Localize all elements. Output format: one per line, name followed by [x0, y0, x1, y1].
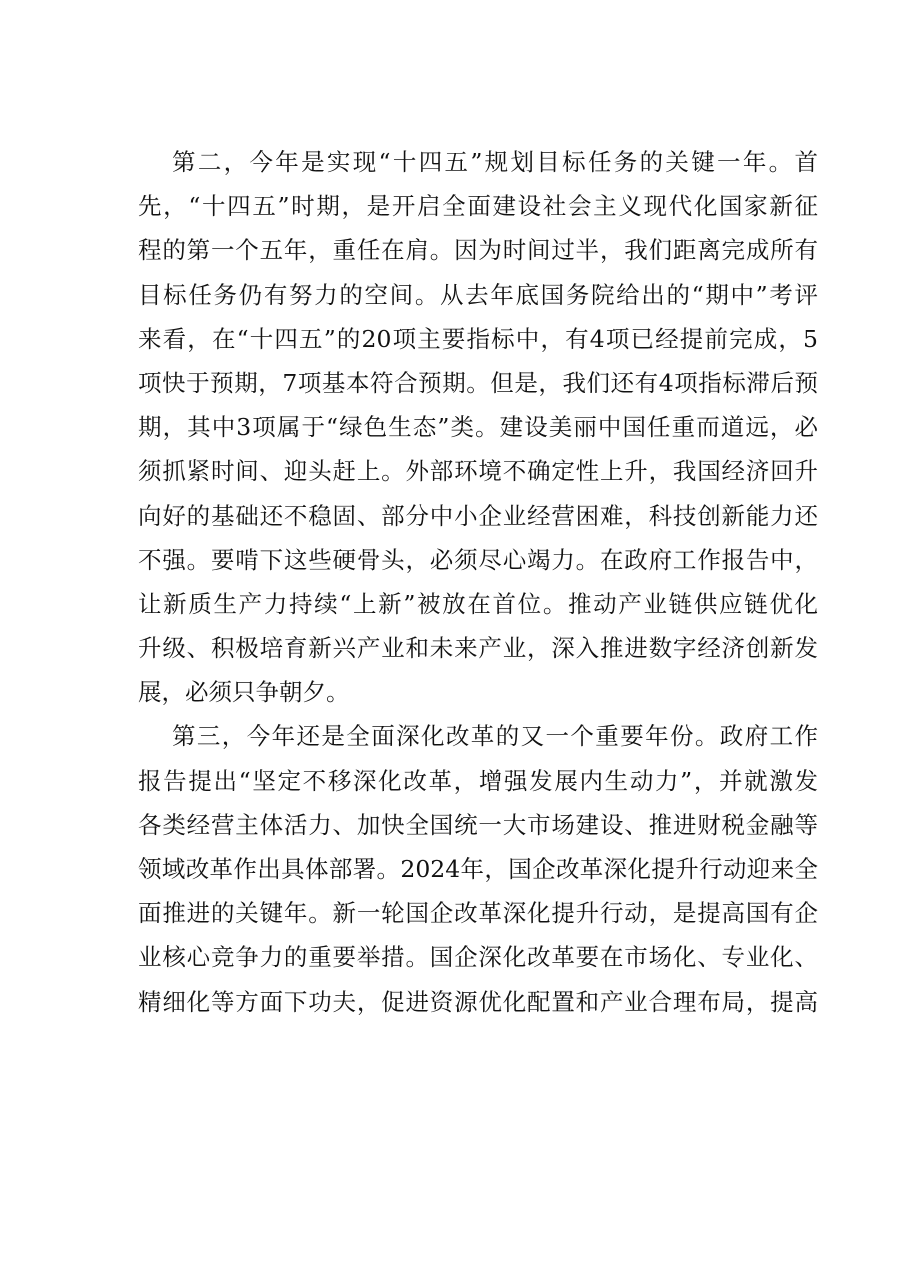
- text-line: 来看，在“十四五”的20项主要指标中，有4项已经提前完成，5: [138, 324, 818, 353]
- text-line: 须抓紧时间、迎头赶上。外部环境不确定性上升，我国经济回升: [138, 457, 818, 486]
- text-line: 先，“十四五”时期，是开启全面建设社会主义现代化国家新征: [138, 192, 818, 221]
- paragraph-second: [138, 140, 818, 714]
- text-line: 报告提出“坚定不移深化改革，增强发展内生动力”，并就激发: [138, 766, 818, 795]
- text-line: 向好的基础还不稳固、部分中小企业经营困难，科技创新能力还: [138, 501, 818, 530]
- text-line: 面推进的关键年。新一轮国企改革深化提升行动，是提高国有企: [138, 899, 818, 928]
- text-line: 业核心竞争力的重要举措。国企深化改革要在市场化、专业化、: [138, 943, 818, 972]
- text-line: 目标任务仍有努力的空间。从去年底国务院给出的“期中”考评: [138, 280, 818, 309]
- document-body: [138, 140, 818, 1024]
- text-line: 各类经营主体活力、加快全国统一大市场建设、推进财税金融等: [138, 810, 818, 839]
- text-line: 第三，今年还是全面深化改革的又一个重要年份。政府工作: [172, 722, 818, 751]
- text-line: 第二，今年是实现“十四五”规划目标任务的关键一年。首: [172, 148, 818, 176]
- text-line: 让新质生产力持续“上新”被放在首位。推动产业链供应链优化: [138, 589, 818, 618]
- text-line: 期，其中3项属于“绿色生态”类。建设美丽中国任重而道远，必: [138, 413, 818, 442]
- text-line: 精细化等方面下功夫，促进资源优化配置和产业合理布局，提高: [138, 987, 818, 1016]
- text-line: 升级、积极培育新兴产业和未来产业，深入推进数字经济创新发: [138, 634, 818, 663]
- text-line: 不强。要啃下这些硬骨头，必须尽心竭力。在政府工作报告中，: [138, 545, 818, 574]
- text-line: 程的第一个五年，重任在肩。因为时间过半，我们距离完成所有: [138, 236, 818, 265]
- text-line: 领域改革作出具体部署。2024年，国企改革深化提升行动迎来全: [138, 855, 818, 883]
- text-line: 展，必须只争朝夕。: [138, 678, 350, 707]
- paragraph-third: [138, 714, 818, 1023]
- text-line: 项快于预期，7项基本符合预期。但是，我们还有4项指标滞后预: [138, 368, 818, 397]
